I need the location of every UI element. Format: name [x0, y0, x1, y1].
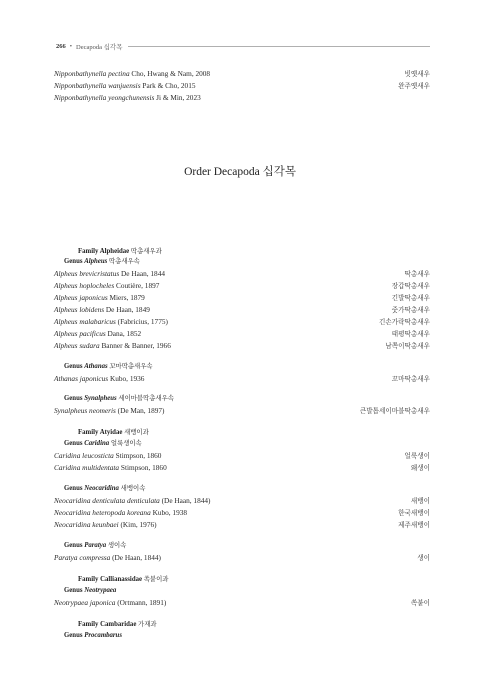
genus-korean: 꼬마딱총새우속	[109, 363, 153, 370]
species-entry	[54, 552, 430, 564]
korean-name: 제주새뱅이	[398, 522, 430, 529]
order-title: Order Decapoda 십각목	[184, 166, 296, 178]
species-entry	[54, 597, 430, 609]
species-name: Neocaridina heteropoda koreana	[54, 508, 151, 517]
genus-prefix: Genus	[64, 395, 83, 402]
species-author: Ji & Min, 2023	[156, 93, 201, 102]
family-korean: 가재과	[138, 621, 157, 628]
genus-korean: 얼룩생이속	[110, 440, 142, 447]
species-name: Nipponbathynella pectina	[54, 69, 130, 78]
running-title: Decapoda 십각목	[76, 43, 123, 51]
genus-name: Synalpheus	[84, 395, 117, 402]
species-author: Kubo, 1936	[109, 374, 145, 383]
genus-prefix: Genus	[64, 587, 83, 594]
page-number: 266	[56, 42, 66, 50]
species-entry	[54, 495, 430, 507]
species-author: (De Haan, 1844)	[161, 496, 211, 505]
genus-name: Caridina	[84, 440, 110, 447]
running-header	[56, 40, 430, 52]
species-name: Paratya compressa	[54, 553, 111, 562]
species-name: Synalpheus neomeris	[54, 406, 116, 415]
species-name: Alpheus pacificus	[54, 329, 106, 338]
korean-name: 왜생이	[410, 465, 430, 472]
species-author: (Fabricius, 1775)	[117, 317, 168, 326]
korean-name: 줏가딱총새우	[391, 307, 430, 314]
genus-name: Neocaridina	[84, 485, 119, 492]
family-name: Atyidae	[99, 429, 123, 436]
species-author: Park & Cho, 2015	[142, 81, 196, 90]
genus-prefix: Genus	[64, 363, 83, 370]
species-name: Athanas japonicus	[54, 374, 109, 383]
family-name: Callianassidae	[100, 576, 143, 583]
species-author: Cho, Hwang & Nam, 2008	[131, 69, 211, 78]
korean-name: 장갑딱총새우	[391, 283, 430, 290]
species-author: Stimpson, 1860	[120, 463, 167, 472]
species-name: Caridina leucosticta	[54, 451, 114, 460]
genus-name: Paratya	[84, 542, 107, 549]
korean-name: 쏙붙이	[410, 600, 430, 607]
species-name: Alpheus japonicus	[54, 293, 108, 302]
korean-name: 꼬마딱총새우	[391, 376, 430, 383]
species-entry	[54, 68, 430, 80]
family-prefix: Family	[78, 429, 99, 436]
species-name: Nipponbathynella yeongchunensis	[54, 93, 155, 102]
species-author: Kubo, 1938	[152, 508, 188, 517]
family-name: Cambaridae	[100, 621, 137, 628]
species-name: Neocaridina keunbaei	[54, 520, 119, 529]
family-prefix: Family	[78, 621, 99, 628]
species-name: Alpheus brevicristatus	[54, 269, 120, 278]
korean-name: 큰발톱세이마블딱총새우	[359, 408, 430, 415]
species-name: Alpheus sudara	[54, 341, 100, 350]
genus-name: Alpheus	[84, 258, 108, 265]
species-entry	[54, 304, 430, 316]
family-korean: 새뱅이과	[124, 429, 149, 436]
species-entry	[54, 80, 430, 92]
korean-name: 생이	[417, 555, 430, 562]
species-author: (De Man, 1897)	[117, 406, 165, 415]
species-author: Coutière, 1897	[116, 281, 160, 290]
genus-korean: 새뱅이속	[120, 485, 146, 492]
family-name: Alpheidae	[99, 248, 130, 255]
korean-name: 새뱅이	[410, 498, 430, 505]
species-name: Alpheus malabaricus	[54, 317, 116, 326]
family-korean: 쏙붙이과	[143, 576, 169, 583]
species-author: Banner & Banner, 1966	[101, 341, 171, 350]
genus-prefix: Genus	[64, 632, 83, 639]
genus-heading	[64, 256, 140, 268]
species-entry	[54, 292, 430, 304]
species-author: Miers, 1879	[109, 293, 145, 302]
species-author: (Kim, 1976)	[120, 520, 157, 529]
genus-name: Athanas	[84, 363, 108, 370]
species-entry	[54, 373, 430, 385]
genus-heading	[64, 361, 153, 373]
korean-name: 딱총새우	[404, 271, 430, 278]
genus-prefix: Genus	[64, 485, 83, 492]
species-entry	[54, 450, 430, 462]
species-entry	[54, 328, 430, 340]
family-korean: 딱총새우과	[130, 248, 162, 255]
genus-prefix: Genus	[64, 440, 83, 447]
species-entry	[54, 405, 430, 417]
species-name: Alpheus lobidens	[54, 305, 105, 314]
genus-name: Neotrypaea	[84, 587, 117, 594]
species-author: (De Haan, 1844)	[112, 553, 161, 562]
family-prefix: Family	[78, 248, 99, 255]
korean-name: 남쪽이딱총새우	[385, 343, 430, 350]
genus-heading	[64, 540, 126, 552]
korean-name: 얼룩생이	[404, 453, 430, 460]
species-author: De Haan, 1849	[105, 305, 150, 314]
korean-name: 한국새뱅이	[398, 510, 430, 517]
genus-heading	[64, 630, 122, 642]
species-entry	[54, 519, 430, 531]
korean-name: 빗옛새우	[404, 71, 430, 78]
korean-name: 긴손가락딱총새우	[379, 319, 430, 326]
genus-prefix: Genus	[64, 258, 83, 265]
species-name: Neotrypaea japonica	[54, 598, 116, 607]
korean-name: 긴발딱총새우	[391, 295, 430, 302]
genus-korean: 세이마블딱총새우속	[118, 395, 174, 402]
genus-heading	[64, 438, 142, 450]
species-author: Stimpson, 1860	[115, 451, 162, 460]
family-prefix: Family	[78, 576, 99, 583]
genus-korean: 생이속	[107, 542, 127, 549]
species-author: (Ortmann, 1891)	[117, 598, 167, 607]
species-name: Nipponbathynella wanjuensis	[54, 81, 141, 90]
species-entry	[54, 92, 430, 104]
genus-korean: 딱총새우속	[108, 258, 140, 265]
species-entry	[54, 280, 430, 292]
genus-heading	[64, 393, 174, 405]
species-name: Neocaridina denticulata denticulata	[54, 496, 160, 505]
species-entry	[54, 340, 430, 352]
korean-name: 태평딱총새우	[391, 331, 430, 338]
genus-name: Procambarus	[84, 632, 122, 639]
species-entry	[54, 462, 430, 474]
header-rule	[128, 46, 430, 47]
species-name: Alpheus hoplocheles	[54, 281, 115, 290]
korean-name: 완주옛새우	[398, 83, 430, 90]
species-author: Dana, 1852	[107, 329, 142, 338]
species-author: De Haan, 1844	[121, 269, 166, 278]
species-entry	[54, 316, 430, 328]
species-name: Caridina multidentata	[54, 463, 120, 472]
genus-heading	[64, 483, 145, 495]
header-separator: •	[69, 42, 73, 50]
species-entry	[54, 268, 430, 280]
genus-heading	[64, 585, 116, 597]
genus-prefix: Genus	[64, 542, 83, 549]
species-entry	[54, 507, 430, 519]
